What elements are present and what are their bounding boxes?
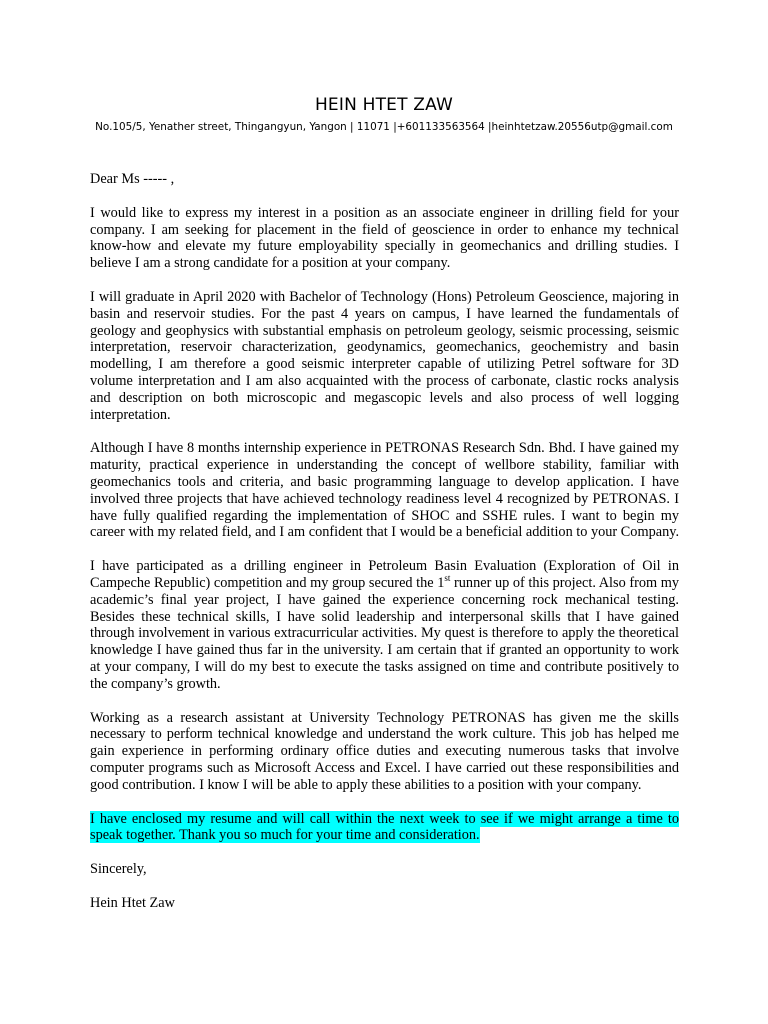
paragraph-research-assistant: Working as a research assistant at University Technology PETRONAS has given me the skills necessary to perform technical knowledge and understand the work culture. This job has helped me gain experience in performing ordinary office duties and executing numerous tasks that involve computer programs such as Microsoft Access and Excel. I have carried out these responsibilities and good contribution. I know I will be able to apply these abilities to a position with your company. xyxy=(90,709,679,793)
contact-line: No.105/5, Yenather street, Thingangyun, Yangon | 11071 |+601133563564 |heinhtetzaw.20556utp@gmail.com xyxy=(95,121,673,133)
paragraph-competition-rest: runner up of this project. Also from my academic’s final year project, I have gained the experience concerning rock mechanical testing. Besides these technical skills, I have solid leadership and interpersonal skills that I have gained through involvement in various extracurricular activities. My quest is therefore to apply the theoretical knowledge I have gained thus far in the university. I am certain that if granted an opportunity to work at your company, I will do my best to execute the tasks assigned on time and contribute positively to the company’s growth. xyxy=(90,574,679,692)
salutation: Dear Ms ----- , xyxy=(90,171,175,187)
paragraph-competition xyxy=(90,558,679,692)
closing: Sincerely, xyxy=(90,861,147,878)
ordinal-superscript: st xyxy=(444,573,451,584)
paragraph-intro: I would like to express my interest in a position as an associate engineer in drilling field for your company. I am seeking for placement in the field of geoscience in order to enhance my technical know-how and elevate my future employability specially in geomechanics and drilling studies. I believe I am a strong candidate for a position at your company. xyxy=(90,204,679,272)
letter-header xyxy=(0,94,768,134)
letter-body xyxy=(90,171,679,912)
paragraph-closing-request xyxy=(90,811,679,845)
signature-name: Hein Htet Zaw xyxy=(90,894,175,911)
highlighted-text: I have enclosed my resume and will call within the next week to see if we might arrange a time to speak together. Thank you so much for your time and consideration. xyxy=(90,810,679,844)
paragraph-education: I will graduate in April 2020 with Bachelor of Technology (Hons) Petroleum Geoscience, majoring in basin and reservoir studies. For the past 4 years on campus, I have learned the fundamentals of geology and geophysics with substantial emphasis on petroleum geology, seismic processing, seismic interpretation, reservoir characterization, geodynamics, geomechanics, geochemistry and basin modelling, I am therefore a good seismic interpreter capable of utilizing Petrel software for 3D volume interpretation and I am also acquainted with the process of carbonate, clastic rocks analysis and description on both microscopic and megascopic levels and also process of well logging interpretation. xyxy=(90,288,679,423)
applicant-name: HEIN HTET ZAW xyxy=(314,95,454,115)
paragraph-internship: Although I have 8 months internship experience in PETRONAS Research Sdn. Bhd. I have gained my maturity, practical experience in understanding the concept of wellbore stability, familiar with geomechanics tools and criteria, and basic programming language to develop application. I have involved three projects that have achieved technology readiness level 4 recognized by PETRONAS. I have fully qualified regarding the implementation of SHOC and SSHE rules. I want to begin my career with my related field, and I am confident that I would be a beneficial addition to your Company. xyxy=(90,440,680,541)
paragraph-competition-start: I have participated as a drilling engineer in Petroleum Basin Evaluation (Exploration of Oil in Campeche Republic) competition and my group secured the 1 xyxy=(90,558,679,591)
